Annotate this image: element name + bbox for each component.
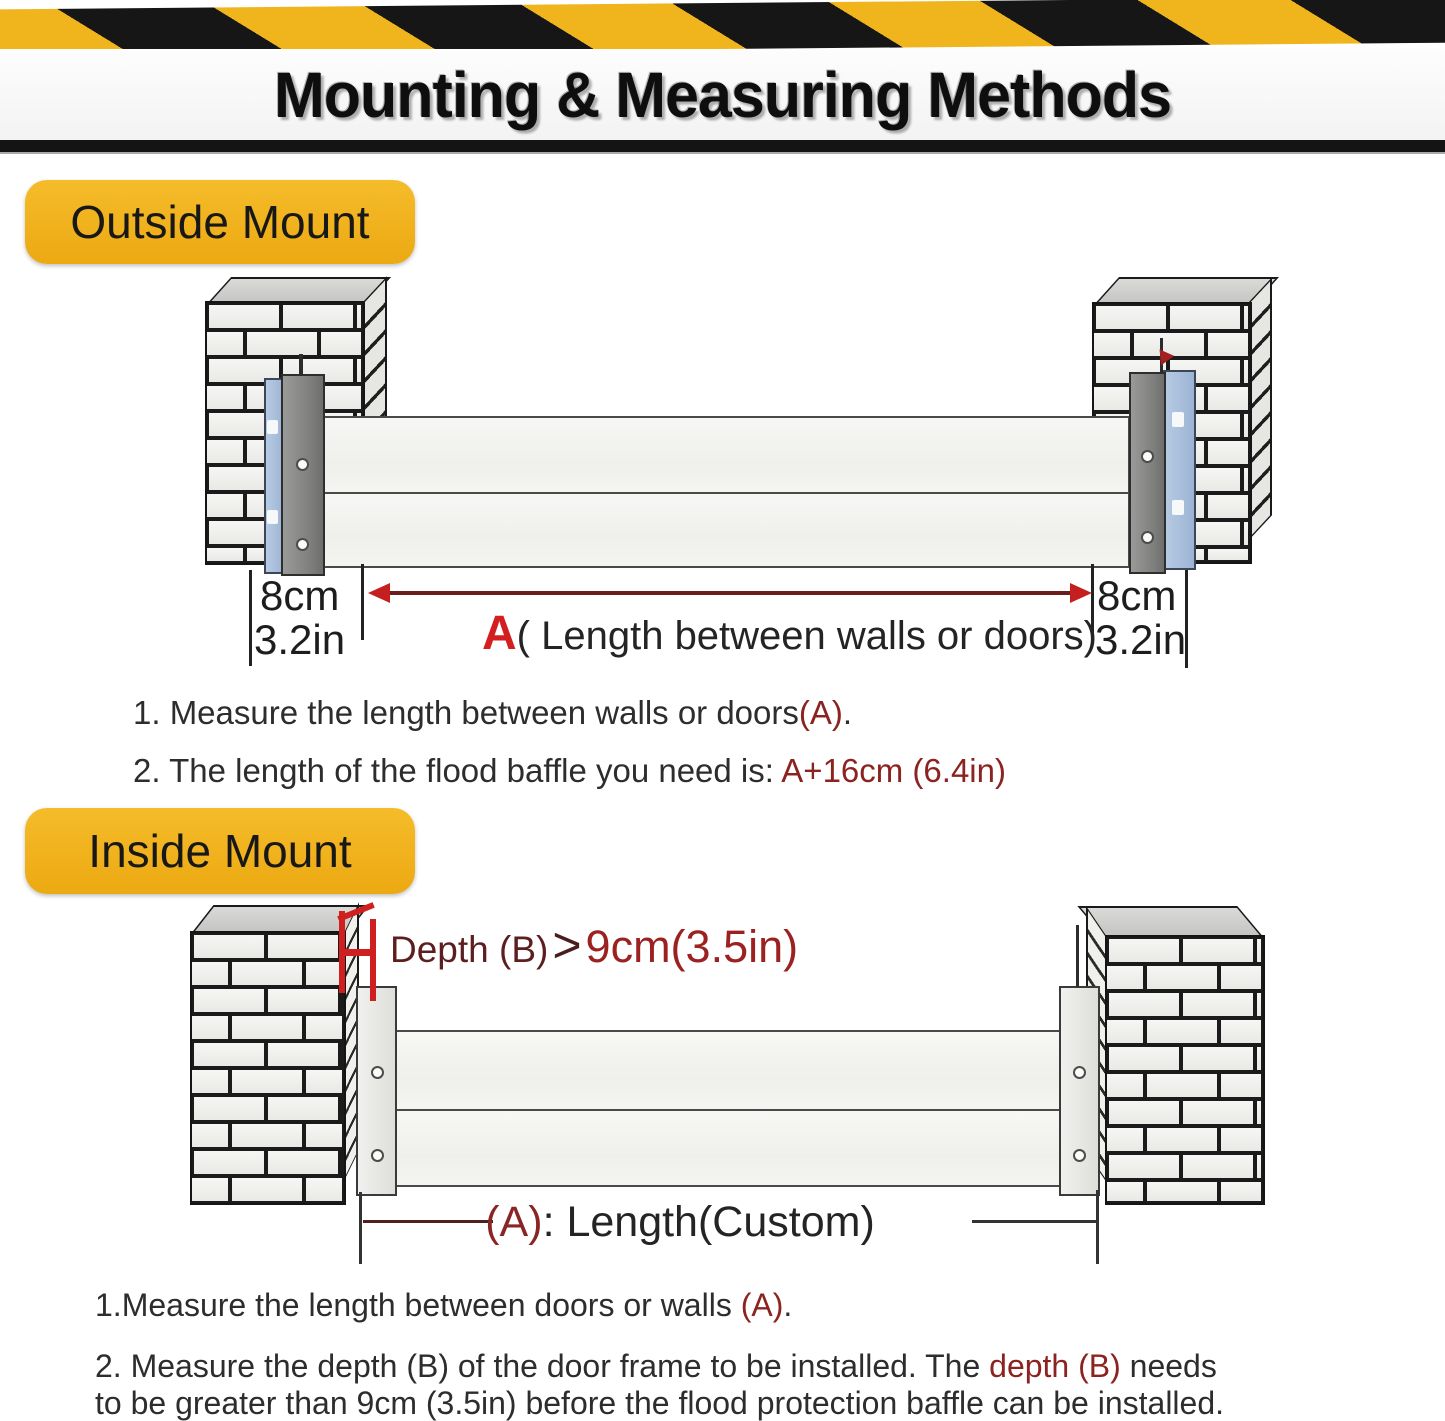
inside-left-channel [356,986,397,1196]
outside-step-2: 2. The length of the flood baffle you need is: A+16cm (6.4in) [133,752,1006,789]
dim-line-right [972,1220,1096,1223]
dim-tick [249,570,252,666]
outside-right-channel [1163,370,1196,570]
header-divider-bar [0,140,1445,154]
screw-hole [1141,450,1154,463]
length-a-label [482,606,1097,661]
outside-steps [133,694,1383,810]
outside-step-1: 1. Measure the length between walls or doors(A). [133,694,853,731]
screw-hole [296,458,309,471]
page-title: Mounting & Measuring Methods [273,58,1172,131]
screw-hole [296,538,309,551]
dim-tick [359,1192,362,1264]
length-custom-text: : Length(Custom) [542,1198,875,1246]
screw-hole [1141,531,1154,544]
channel-mark [267,420,278,434]
screw-hole [371,1066,384,1079]
dim-tick [1096,1190,1099,1264]
baffle-panel-bottom [322,492,1130,568]
inside-step-1: 1.Measure the length between doors or walls (A). [95,1287,793,1323]
depth-label-text: Depth (B) [390,929,549,970]
screw-hole [371,1149,384,1162]
length-a-letter: (A) [485,1198,543,1246]
channel-mark [1172,500,1184,515]
inside-mount-badge [25,808,415,894]
screw-hole [1073,1066,1086,1079]
length-a-letter: A [482,607,517,660]
inside-mount-badge-label: Inside Mount [88,825,352,877]
arrowhead-right [1070,583,1092,603]
baffle-panel-bottom [392,1109,1062,1187]
dim-tick [361,564,364,640]
channel-top-line [299,354,303,376]
outside-mount-badge [25,180,415,264]
offset-right-cm: 8cm [1097,572,1177,619]
baffle-panel-top [392,1030,1062,1111]
offset-left-in: 3.2in [254,616,346,663]
inside-steps [95,1286,1445,1421]
inside-flood-baffle [392,1030,1062,1187]
greater-than-sign: > [552,917,582,973]
length-custom-label [450,1198,910,1247]
hazard-stripe-banner [0,0,1445,56]
outside-flood-baffle [322,416,1130,568]
length-a-text: ( Length between walls or doors) [516,614,1097,658]
arrowhead-left [368,583,390,603]
depth-label [390,916,798,974]
channel-mark [1172,412,1184,427]
screw-hole [1073,1149,1086,1162]
inside-right-pillar-bricks [1105,935,1265,1205]
channel-mark [267,510,278,524]
depth-b-marker [337,901,381,1001]
title-band [0,49,1445,140]
outside-mount-badge-label: Outside Mount [70,196,370,248]
offset-right-in: 3.2in [1095,616,1187,663]
length-a-arrow [378,591,1082,595]
inside-left-pillar-bricks [190,931,346,1205]
offset-left-cm: 8cm [260,572,340,619]
inside-right-channel [1059,986,1100,1196]
channel-top-line [1076,925,1079,987]
baffle-panel-top [322,416,1130,494]
depth-value: 9cm(3.5in) [585,921,799,972]
inside-step-2: 2. Measure the depth (B) of the door frame to be installed. The depth (B) needs to be greater than 9cm (3.5in) before the flood protection baffle can be installed. [95,1348,1225,1421]
